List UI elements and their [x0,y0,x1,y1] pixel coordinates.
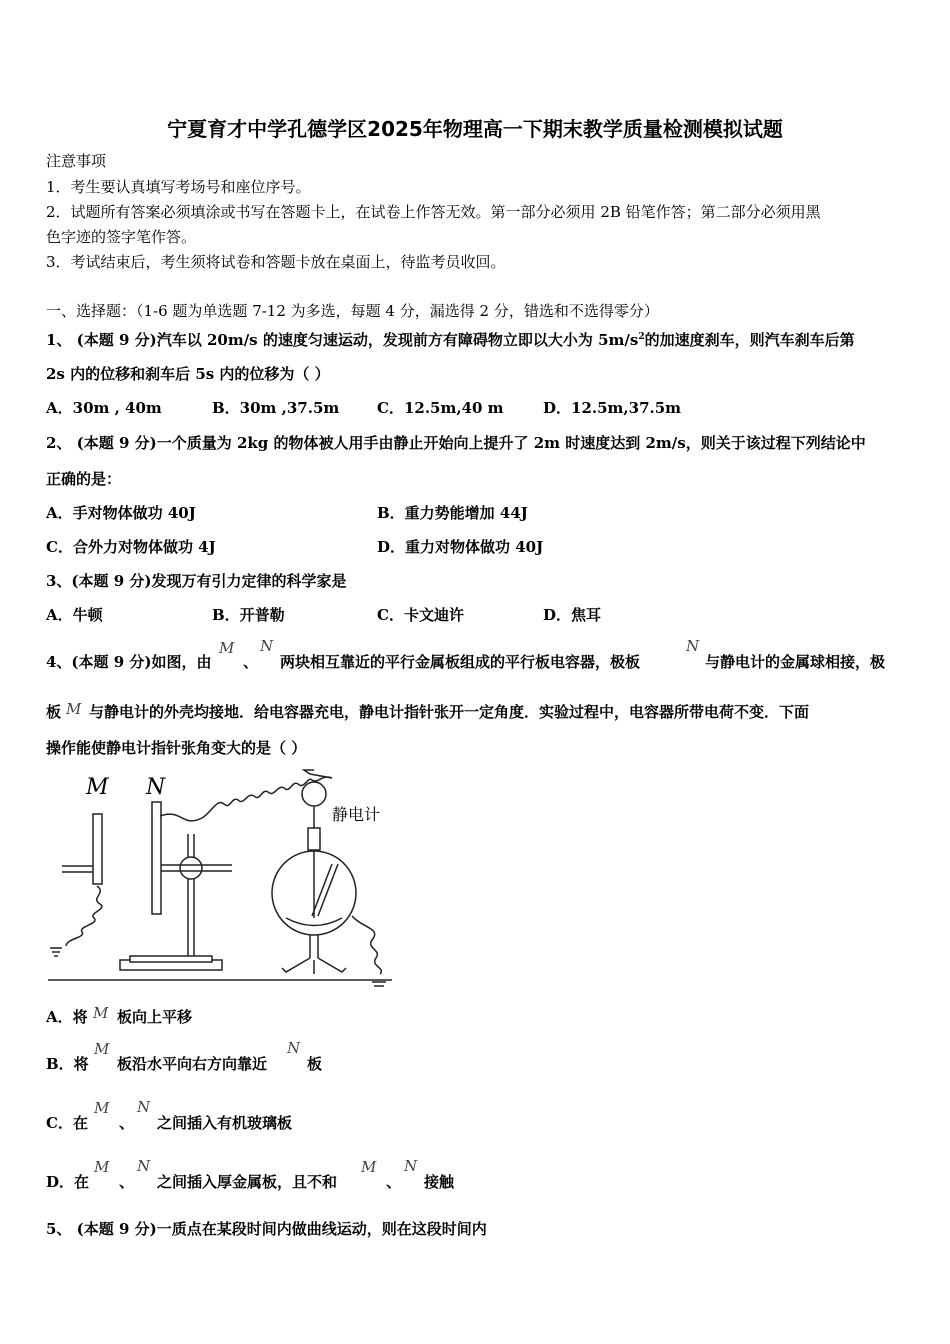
symbol-m: M [94,1158,110,1176]
notice-item: 色字迹的签字笔作答。 [46,228,197,246]
question-4-line1a: 4、(本题 9 分)如图，由 [46,653,212,671]
question-2-line1: 2、 (本题 9 分)一个质量为 2kg 的物体被人用手由静止开始向上提升了 2m 时速度达到 2m/s，则关于该过程下列结论中 [46,434,866,452]
option-d: D．12.5m,37.5m [543,399,682,417]
symbol-m: M [93,1004,109,1022]
notice-item: 2．试题所有答案必须填涂或书写在答题卡上，在试卷上作答无效。第一部分必须用 2B 铅笔作答；第二部分必须用黑 [46,203,821,221]
option-b: B．30m ,37.5m [212,399,340,417]
notice-heading: 注意事项 [46,152,107,170]
label-electrometer: 静电计 [332,805,381,824]
option-c: C．12.5m,40 m [377,399,504,417]
option-a-text: 板向上平移 [117,1008,193,1026]
option-d-sep: 、 [119,1173,135,1191]
symbol-n: N [287,1039,301,1057]
page-title: 宁夏育才中学孔德学区2025年物理高一下期末教学质量检测模拟试题 [167,117,783,141]
question-4-sep: 、 [243,653,259,671]
plate-m [93,814,102,884]
option-c-text: 之间插入有机玻璃板 [157,1114,293,1132]
question-4-line3: 操作能使静电计指针张角变大的是（ ） [46,739,307,757]
notice-item: 1．考生要认真填写考场号和座位序号。 [46,178,311,196]
symbol-n: N [404,1157,418,1175]
label-m: M [86,775,109,800]
option-c: C．卡文迪许 [377,606,464,624]
notice-item: 3．考试结束后，考生须将试卷和答题卡放在桌面上，待监考员收回。 [46,253,506,271]
symbol-m: M [361,1158,377,1176]
symbol-n: N [137,1098,151,1116]
option-b: B．开普勒 [212,606,285,624]
option-c: C．合外力对物体做功 4J [46,538,216,556]
symbol-m: M [219,639,235,657]
symbol-n: N [260,637,274,655]
question-4-line2b: 与静电计的外壳均接地．给电容器充电，静电计指针张开一定角度．实验过程中，电容器所带电荷不变．下面 [89,703,810,721]
label-n: N [146,775,166,800]
question-2-line2: 正确的是： [46,470,122,488]
option-c-sep: 、 [119,1114,135,1132]
option-b: B．重力势能增加 44J [377,504,528,522]
question-1-line2: 2s 内的位移和刹车后 5s 内的位移为（ ） [46,365,330,383]
question-3-line1: 3、(本题 9 分)发现万有引力定律的科学家是 [46,572,347,590]
question-1-line1: 1、 (本题 9 分)汽车以 20m/s 的速度匀速运动，发现前方有障碍物立即以大小为 $5m/s^2$的加速度刹车，则汽车刹车后第 [46,331,855,349]
option-d-text: 之间插入厚金属板，且不和 [157,1173,338,1191]
electrometer-diagram [42,768,402,996]
option-a: A．牛顿 [46,606,103,624]
symbol-n: N [686,637,700,655]
option-a: A．手对物体做功 40J [46,504,196,522]
question-4-line1d: 与静电计的金属球相接，极 [705,653,886,671]
option-d: D．焦耳 [543,606,602,624]
symbol-m: M [66,700,82,718]
question-4-line1c: 两块相互靠近的平行金属板组成的平行板电容器，极板 [280,653,641,671]
option-b-end: 板 [307,1055,323,1073]
section-heading: 一、选择题：（1-6 题为单选题 7-12 为多选，每题 4 分，漏选得 2 分，错选和不选得零分） [46,302,659,320]
question-4-line2a: 板 [46,703,62,721]
option-d-end: 接触 [424,1173,455,1191]
option-c: C．在 [46,1114,88,1132]
option-a: A．30m , 40m [46,399,162,417]
option-d-sep2: 、 [386,1173,402,1191]
plate-n [152,802,161,914]
symbol-n: N [137,1157,151,1175]
option-d: D．重力对物体做功 40J [377,538,544,556]
option-b: B．将 [46,1055,89,1073]
question-5-line1: 5、 (本题 9 分)一质点在某段时间内做曲线运动，则在这段时间内 [46,1220,487,1238]
symbol-m: M [94,1099,110,1117]
option-a: A．将 [46,1008,88,1026]
option-b-text: 板沿水平向右方向靠近 [117,1055,268,1073]
option-d: D．在 [46,1173,90,1191]
symbol-m: M [94,1040,110,1058]
